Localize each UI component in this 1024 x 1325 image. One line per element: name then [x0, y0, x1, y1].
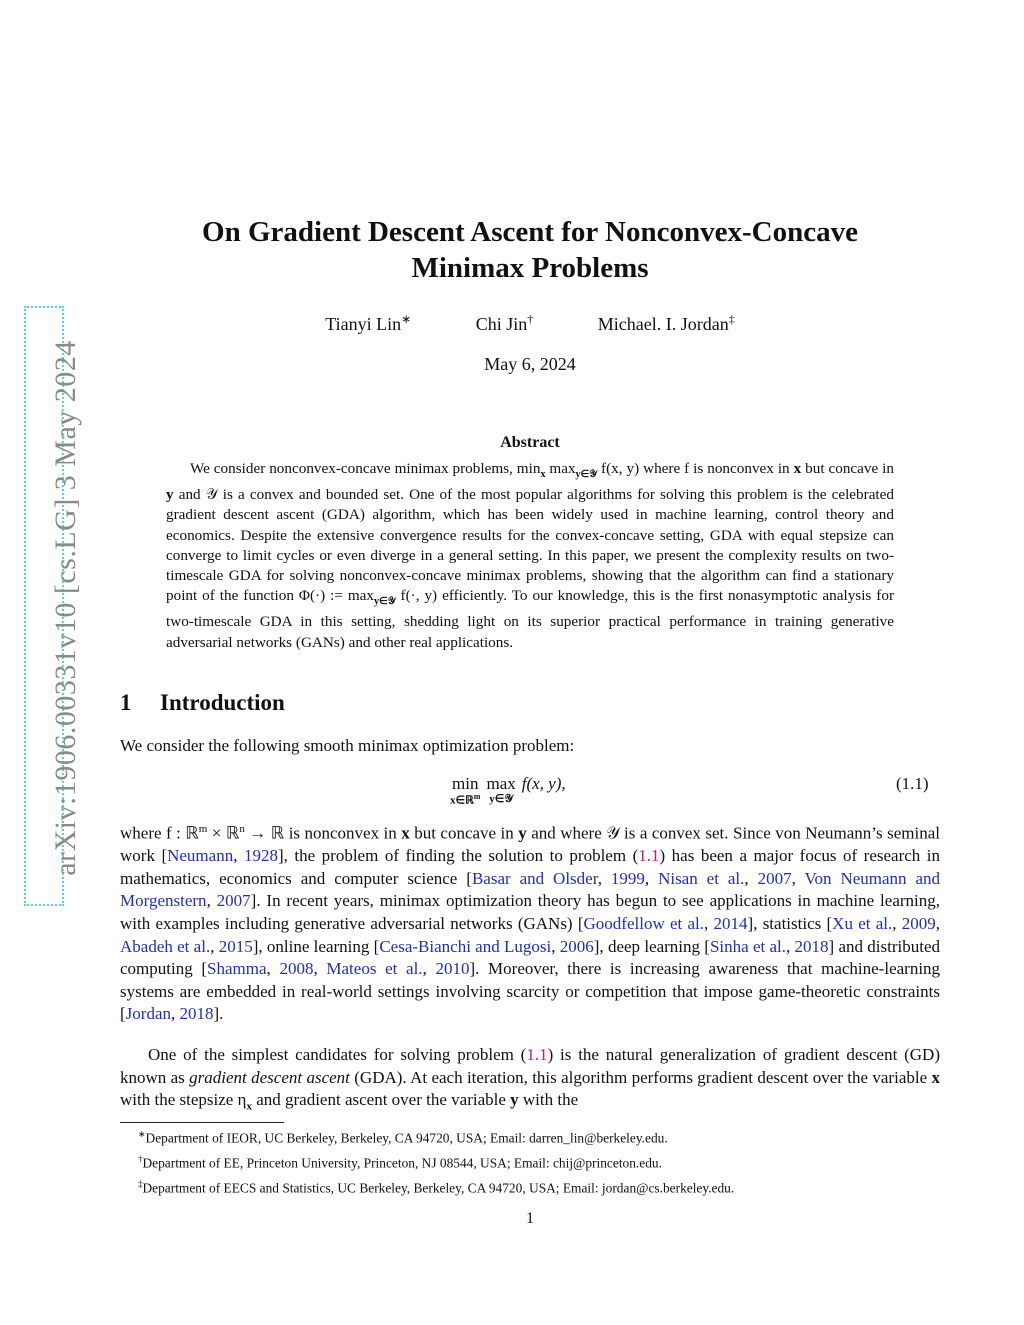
citation-link[interactable]: Von Neumann and Morgenstern	[120, 868, 941, 911]
citation-link[interactable]: Basar and Olsder	[471, 868, 598, 888]
author-list	[120, 312, 940, 335]
citation-link[interactable]: Sinha et al.	[709, 936, 787, 956]
author: Chi Jin†	[475, 312, 534, 334]
section-title: Introduction	[160, 690, 285, 715]
citation-link[interactable]: Mateos et al.	[326, 959, 423, 979]
citation-link[interactable]: 2014	[713, 914, 748, 934]
citation-link[interactable]: Cesa-Bianchi and Lugosi	[379, 936, 552, 956]
citation-link[interactable]: 2009	[901, 914, 936, 934]
citation-link[interactable]: 2007	[757, 868, 792, 888]
equation-body: f(x, y),	[521, 774, 566, 793]
equation-ref-link[interactable]: 1.1	[638, 846, 660, 866]
author: Michael. I. Jordan‡	[597, 312, 735, 334]
citation-link[interactable]: 2018	[794, 936, 829, 956]
arxiv-stamp-text: arXiv:1906.00331v10 [cs.LG] 3 May 2024	[49, 340, 82, 876]
section-number: 1	[120, 690, 132, 715]
abstract-body: We consider nonconvex-concave minimax problems, $\min_x \max_{y\in 𝒴} f(x$, y) where f is nonconvex in x but concave in y and 𝒴 is a convex and bounded set. One of the most popular algorithms for solving this problem is the celebrated gradient descent ascent (GDA) algorithm, which has been widely used in machine learning, control theory and economics. Despite the extensive convergence results for the convex-concave setting, GDA with equal stepsize can converge to limit cycles or even diverge in a general setting. In this paper, we present the complexity results on two-timescale GDA for solving nonconvex-concave minimax problems, showing that the algorithm can find a stationary point of the function Φ(·) := $\max_{y\in 𝒴} f(\cdot$, y) efficiently. To our knowledge, this is the first nonasymptotic analysis for two-timescale GDA in this setting, shedding light on its superior practical performance in training generative adversarial networks (GANs) and other real applications.	[166, 460, 894, 651]
abstract-heading: Abstract	[500, 434, 560, 451]
citation-link[interactable]: Jordan	[125, 1004, 171, 1024]
citation-link[interactable]: Xu et al.	[832, 914, 893, 934]
citation-link[interactable]: 2018	[179, 1004, 214, 1024]
footnote: †Department of EE, Princeton University, Princeton, NJ 08544, USA; Email: chij@princeton.edu.	[138, 1154, 662, 1171]
citation-link[interactable]: Neumann	[167, 846, 234, 866]
paper-title	[120, 214, 940, 286]
min-operator: min x∈ℝ$^m$	[450, 774, 481, 807]
arxiv-stamp	[24, 306, 82, 906]
footnote: ∗Department of IEOR, UC Berkeley, Berkeley, CA 94720, USA; Email: darren_lin@berkeley.edu.	[138, 1129, 668, 1146]
footnote-rule	[120, 1122, 284, 1123]
citation-link[interactable]: Goodfellow et al.	[583, 914, 705, 934]
citation-link[interactable]: 2008	[279, 959, 314, 979]
section-heading-introduction	[120, 690, 285, 716]
citation-link[interactable]: 2010	[435, 959, 470, 979]
citation-link[interactable]: 2006	[559, 936, 594, 956]
citation-link[interactable]: 1999	[610, 868, 645, 888]
paragraph-2: One of the simplest candidates for solving problem (1.1) is the natural generalization of gradient descent (GD) known as gradient descent ascent (GDA). At each iteration, this algorithm performs gradient descent over the variable x with the stepsize $\eta_x$ and gradient ascent over the variable y with the	[120, 1045, 940, 1113]
paragraph-1: where f : ℝ$^m$ × ℝ$^n$ → ℝ is nonconvex in x but concave in y and where 𝒴 is a convex set. Since von Neumann’s seminal work [Neumann, 1928], the problem of finding the solution to problem (1.1) has been a major focus of research in mathematics, economics and computer science [Basar and Olsder, 1999, Nisan et al., 2007, Von Neumann and Morgenstern, 2007]. In recent years, minimax optimization theory has begun to see applications in machine learning, with examples including generative adversarial networks (GANs) [Goodfellow et al., 2014], statistics [Xu et al., 2009, Abadeh et al., 2015], online learning [Cesa-Bianchi and Lugosi, 2006], deep learning [Sinha et al., 2018] and distributed computing [Shamma, 2008, Mateos et al., 2010]. Moreover, there is increasing awareness that machine-learning systems are embedded in real-world settings involving scarcity or competition that impose game-theoretic constraints [Jordan, 2018].	[120, 823, 941, 1024]
intro-lead-sentence: We consider the following smooth minimax optimization problem:	[120, 736, 575, 755]
citation-link[interactable]: Shamma	[207, 959, 267, 979]
equation-number: (1.1)	[896, 774, 929, 793]
title-line-2: Minimax Problems	[411, 252, 649, 284]
citation-link[interactable]: 2007	[216, 891, 251, 911]
citation-link[interactable]: Abadeh et al.	[120, 936, 211, 956]
footnotes	[120, 1124, 940, 1199]
max-operator: max y∈𝒴	[486, 774, 516, 805]
page-number: 1	[526, 1210, 534, 1227]
footnote: ‡Department of EECS and Statistics, UC Berkeley, Berkeley, CA 94720, USA; Email: jordan@cs.berkeley.edu.	[138, 1179, 735, 1196]
citation-link[interactable]: 2015	[218, 936, 253, 956]
citation-link[interactable]: Nisan et al.	[658, 868, 745, 888]
equation-ref-link[interactable]: 1.1	[526, 1045, 548, 1064]
title-line-1: On Gradient Descent Ascent for Nonconvex-Concave	[202, 216, 858, 248]
citation-link[interactable]: 1928	[243, 846, 278, 866]
equation-1-1	[450, 774, 566, 807]
author: Tianyi Lin∗	[325, 312, 412, 334]
publication-date: May 6, 2024	[484, 354, 576, 374]
